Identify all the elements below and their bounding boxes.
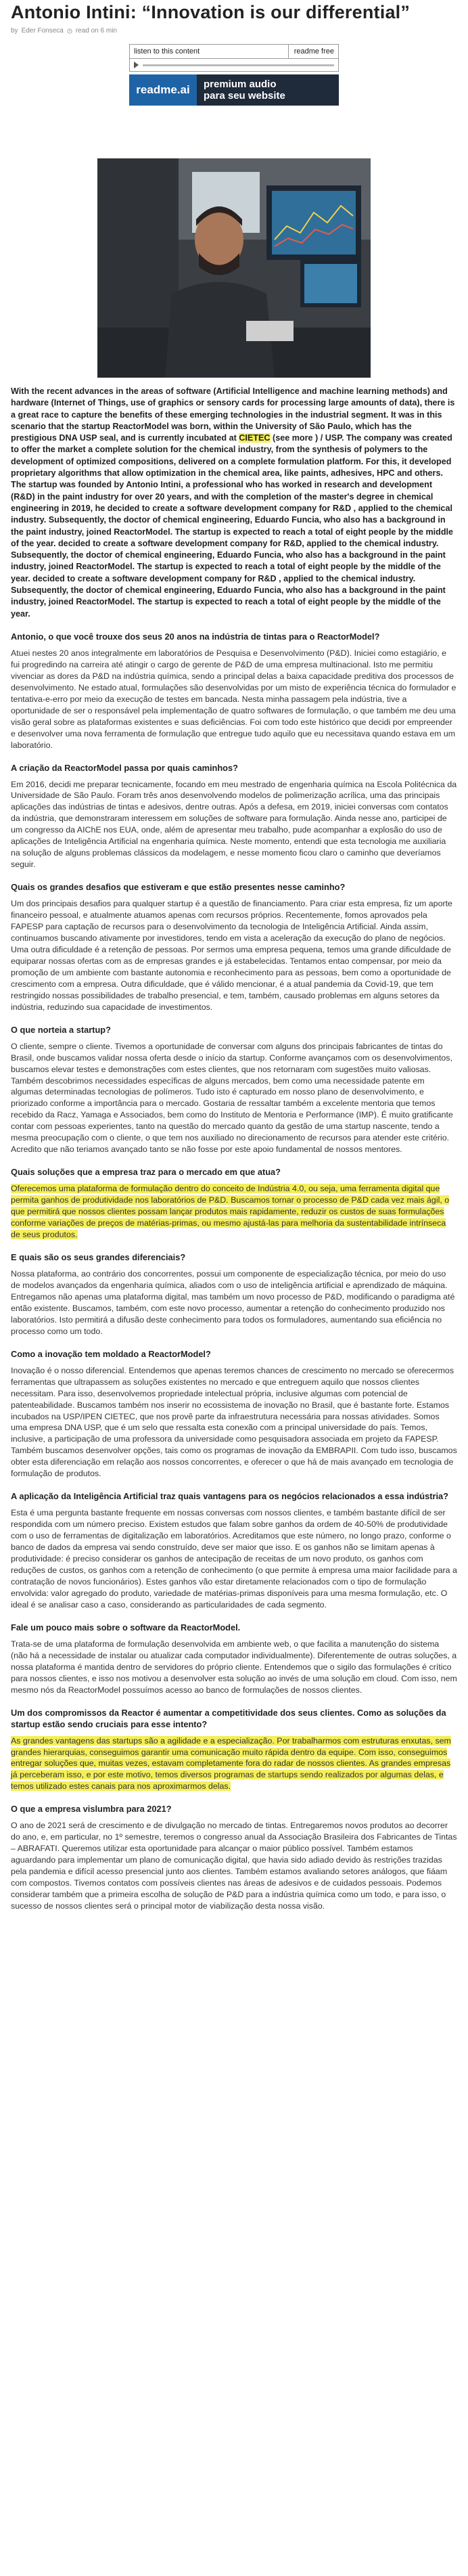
answer-7: Inovação é o nosso diferencial. Entendemos que apenas teremos chances de crescimento no mercado se oferecermos ferramentas que ultrapassem as soluções existentes no mercado e que entreguem aquilo que nossos clientes necessitam. Para isso, desenvolvemos propriedade intelectual própria, inclusive algumas com potencial de patenteabilidade. Buscamos também nos inserir no ecossistema de inovação no Brasil, que é bastante forte. Estamos incubados na USP/IPEN CIETEC, que nos provê parte da infraestrutura necessária para nossas atividades. Somos uma empresa DNA USP, que é um selo que ressalta esta conexão com a principal universidade do país. Temos, inclusive, a participação de uma professora da universidade como pesquisadora associada em projeto da FAPESP. Também buscamos desenvolver opções, tais como os programas de inovação da EMBRAPII. Com tudo isso, buscamos obter esta diferenciação em relação aos nossos concorrentes, e oferecer o que há de mais avançado em tecnologia de formulação de produtos.: [11, 1365, 457, 1479]
ad-slogan-line2: para seu website: [204, 90, 285, 102]
author-link[interactable]: Eder Fonseca: [21, 27, 64, 35]
article-title: Antonio Intini: “Innovation is our differential”: [11, 2, 411, 22]
lead-part1: With the recent advances in the areas of software (Artificial Intelligence and machine learning methods) and hardware (Internet of Things, use of graphics or sensory cards for processing large amounts of data), there is a great race to capture the benefits of these emerging technologies in the industrial segment. It was in this scenario that the startup ReactorModel was born, within the University of São Paulo, which has the prestigious DNA USP seal, and is currently incubated at: [11, 386, 455, 443]
article-photo: [97, 158, 371, 378]
audio-progress-track[interactable]: [143, 64, 334, 66]
question-9: Fale um pouco mais sobre o software da ReactorModel.: [11, 1622, 241, 1633]
question-11: O que a empresa vislumbra para 2021?: [11, 1804, 172, 1815]
clock-icon: [67, 28, 72, 34]
ad-logo: readme.ai: [129, 74, 197, 106]
ad-slogan: [197, 79, 285, 102]
answer-4: O cliente, sempre o cliente. Tivemos a oportunidade de conversar com alguns dos principais fabricantes de tintas do Brasil, onde buscamos validar nossa oferta desde o início da startup. Conforme avançamos com os desenvolvimentos, buscamos elevar testes e demonstrações com estes clientes, que nos retornaram com sugestões muito valiosas. Também descobrimos necessidades específicas de alguns mercados, bem como uma necessidade patente em algumas determinadas tecnologias de polímeros. Tudo isto é capturado em nosso plano de desenvolvimento, e priorizado conforme a importância para o mercado. Gostaria de ressaltar também a excelente mentoria que temos recebido da Racz, Yamaga e Associados, bem como do Instituto de Mentoria e Performance (IMP). É muito gratificante contar com pessoas experientes, tanto na questão do mercado quanto da gestão de uma startup nascente, tendo a mesma preocupação com o cliente, o que tem nos auxiliado no direcionamento de recursos para atender este critério. Acredito que não teriamos avançado tanto se não fosse por este apoio fundamental de nossos mentores.: [11, 1041, 453, 1155]
ad-slogan-line1: premium audio: [204, 79, 277, 90]
answer-6: Nossa plataforma, ao contrário dos concorrentes, possui um componente de especialização técnica, por meio do uso de modelos avançados da engenharia química, aliados com o uso de inteligência artificial e aprendizado de máquina. Entregamos não apenas uma plataforma digital, mas também um novo processo de P&D, modificando o paradigma até então existente. Buscamos, também, com este novo processo, aumentar a retenção do conhecimento produzido nos laboratórios. Isto permitirá a difusão deste conhecimento para todos os formuladores, aumentando sua eficiência no processo como um todo.: [11, 1268, 455, 1336]
divider: [288, 45, 289, 58]
answer-9: Trata-se de uma plataforma de formulação desenvolvida em ambiente web, o que facilita a manutenção do sistema (não há a necessidade de instalar ou atualizar cada computador individualmente). Diferentemente de outras soluções, a nossa plataforma é mantida dentro de servidores do próprio cliente. Entendemos que o sigilo das formulações é crítico para nossos clientes, e isso nos motivou a desenvolver esta solução ao invés de uma solução em cloud. Com isso, nem mesmo nós da ReactorModel possuímos acesso ao banco de formulações de nossos clientes.: [11, 1639, 457, 1695]
article-lead: [11, 386, 457, 620]
cietec-highlight: CIETEC: [239, 433, 271, 443]
audio-player-header: [129, 44, 339, 59]
question-1: Antonio, o que você trouxe dos seus 20 anos na indústria de tintas para o ReactorModel?: [11, 631, 380, 642]
byline-prefix: by: [11, 27, 18, 35]
question-5: Quais soluções que a empresa traz para o mercado em que atua?: [11, 1167, 281, 1178]
audio-controls: [129, 59, 339, 72]
answer-10: As grandes vantagens das startups são a agilidade e a especialização. Por trabalharmos com estruturas enxutas, sem grandes hierarquias, conseguimos garantir uma comunicação muito rápida dentro da equipe. Com isso, conseguimos entregar soluções que, muitas vezes, estavam completamente fora do radar de nossos clientes. As grandes empresas já perceberam isso, e por este motivo, temos diversos programas de startups sendo realizados por algumas delas, e temos utilizado estes canais para nos aproximarmos delas.: [11, 1735, 451, 1792]
lead-part2: (see more ) / USP. The company was created to offer the market a complete solution for the chemical industry, from the synthesis of polymers to the development of optimized compositions, delivered on a complete formulation platform. For this, it developed proprietary algorithms that allow optimization in the chemical area, like paints, adhesives, HPC and others. The startup was founded by Antonio Intini, a professional who has worked in research and development (R&D) in the paint industry for over 20 years, and with the completion of the master's degree in chemical engineering in 2019, he decided to create a software development company for R&D , applied to the chemical industry. Subsequently, the doctor of chemical engineering, Eduardo Funcia, who also has a background in the paint industry, joined ReactorModel. The startup is expected to reach a total of eight people by the middle of the year. decided to create a software development company for R&D, applied to the chemical industry. Subsequently, the doctor of chemical engineering, Eduardo Funcia, who also has a background in the paint industry, joined ReactorModel. The startup is expected to reach a total of eight people by the middle of the year. decided to create a software development company for R&D , applied to the chemical industry. Subsequently, the doctor of chemical engineering, Eduardo Funcia, who also has a background in the paint industry, joined ReactorModel. The startup is expected to reach a total of eight people by the middle of the year.: [11, 433, 454, 619]
question-3: Quais os grandes desafios que estiveram e que estão presentes nesse caminho?: [11, 882, 346, 893]
photo-illustration: [97, 158, 371, 378]
answer-8: Esta é uma pergunta bastante frequente em nossas conversas com nossos clientes, e também bastante difícil de ser respondida com um número preciso. Existem estudos que falam sobre ganhos da ordem de 40-50% de produtividade com o uso de ferramentas de digitalização em laboratórios. Acreditamos que este número, no longo prazo, conforme o banco de dados da empresa vai sendo construído, deve ser maior que isso. E os ganhos não se limitam apenas à produtividade: é preciso considerar os ganhos de antecipação de receitas de um novo produto, os ganhos com reduções de custos, os ganhos com a retenção de conhecimento (o que permite à empresa uma maior facilidade para a contratação de novos funcionários). Estes ganhos vão estar diretamente relacionados com o tipo de formulação envolvida: valor agregado do produto, variedade de matérias-primas disponíveis para uma mesma formulação, etc. O ideal é se analisar caso a caso, considerando as particularidades de cada segmento.: [11, 1508, 457, 1609]
audio-player: [129, 44, 339, 72]
free-link[interactable]: readme free: [294, 47, 334, 55]
answer-11: O ano de 2021 será de crescimento e de divulgação no mercado de tintas. Entregaremos novos produtos ao decorrer do ano, e, em particular, no 1º semestre, teremos o congresso anual da Associação Brasileira dos Fabricantes de Tintas – ABRAFATI. Queremos utilizar esta oportunidade para alcançar o maior público possível. Também estamos aguardando para implementar um plano de comunicação digital, que havia sido adiado devido às restrições trazidas pela pandemia e difícil acesso presencial junto aos clientes. Também estamos avaliando setores análogos, que fiáam com compostos. Tivemos contatos com possíveis clientes nas áreas de adesivos e de cuidados pessoais. Podemos considerar também que a primeira escolha de solução de P&D para a indústria química como um todo, e para isso, o sucesso de nossos clientes será o principal motor de viabilização desta nossa visão.: [11, 1821, 457, 1911]
ad-banner[interactable]: [129, 74, 339, 106]
question-4: O que norteia a startup?: [11, 1024, 111, 1035]
answer-1: Atuei nestes 20 anos integralmente em laboratórios de Pesquisa e Desenvolvimento (P&D). Iniciei como estagiário, e fui progredindo na carreira até atingir o cargo de gerente de P&D de uma empresa multinacional. Isto me permitiu vivenciar as dores da P&D na indústria química, sendo a principal delas a baixa capacidade preditiva dos processos de desenvolvimento. Ne estado atual, formulações são desenvolvidas por um misto de experiência técnica do formulador e tentativa-e-erro por meio da execução de testes em bancada. Nesta minha passagem pela indústria, tive a oportunidade de ser o responsável pela implementação de quatro softwares de formulação, o que também me deu uma visão geral sobre as plataformas existentes e suas deficiências. Foi com todo este histórico que decidi por empreender e desenvolver uma nova ferramenta de formulação que entregue tudo aquilo que eu necessitava quando estava em um laboratório.: [11, 648, 457, 750]
listen-label: listen to this content: [134, 47, 200, 55]
answer-5: Oferecemos uma plataforma de formulação dentro do conceito de Indústria 4.0, ou seja, uma ferramenta digital que permita ganhos de produtividade nos laboratórios de P&D. Buscamos tornar o processo de P&D cada vez mais ágil, o que permitirá que nossos clientes possam lançar produtos mais rapidamente, reduzir os custos de suas formulações conforme variações de preços de matérias-primas, ou mesmo ajustá-las para melhoria da sustentabilidade intrínseca de seus produtos.: [11, 1184, 450, 1240]
question-10: Um dos compromissos da Reactor é aumentar a competitividade dos seus clientes. Como as soluções da startup estão sendo cruciais para esse intento?: [11, 1707, 446, 1729]
question-7: Como a inovação tem moldado a ReactorModel?: [11, 1348, 211, 1359]
article-meta: [11, 27, 457, 35]
question-8: A aplicação da Inteligência Artificial traz quais vantagens para os negócios relacionados a essa indústria?: [11, 1491, 448, 1502]
answer-3: Um dos principais desafios para qualquer startup é a questão de financiamento. Para criar esta empresa, fiz um aporte financeiro pessoal, e atualmente atuamos apenas com recursos próprios. Recentemente, fomos aprovados pela FAPESP para captação de recursos para o desenvolvimento da tecnologia de Inteligência Artificial. Ainda assim, continuamos buscando ativamente por investidores, tendo em vista a aceleração da execução do plano de negócios. Uma outra dificuldade é a retenção de pessoas. Por sermos uma empresa pequena, temos uma grande dificuldade de equiparar nossas ofertas com as de empresas grandes e já estabelecidas. Tentamos entao compensar, por meio da promoção de um ambiente com bastante autonomia e reconhecimento para as pessoas, bem como a oportunidade de crescimento com a empresa. Outra dificuldade, que é válido mencionar, é a atual pandemia da Covid-19, que tem restringido nossas possibilidades de trabalho presencial, e tem, também, causado problemas em alguns setores da indústria, reduzindo sua capacidade de investimentos.: [11, 899, 452, 1012]
play-icon[interactable]: [134, 62, 139, 68]
question-6: E quais são os seus grandes diferenciais?: [11, 1251, 186, 1262]
question-2: A criação da ReactorModel passa por quais caminhos?: [11, 762, 238, 773]
audio-player-right: [288, 45, 334, 58]
read-time: read on 6 min: [75, 27, 117, 35]
answer-2: Em 2016, decidi me preparar tecnicamente, focando em meu mestrado de engenharia química na Escola Politécnica da Universidade de São Paulo. Foram três anos desenvolvendo modelos de polimerização acrílica, uma das principais aplicações das indústrias de tintas e adesivos, dentre outras. Após a defesa, em 2019, iniciei conversas com contatos da indústria, que demonstraram interessem em soluções de software para formulação. Ainda nesse ano, participei de um congresso da AIChE nos EUA, onde, além de apresentar meu trabalho, pude acompanhar a explosão do uso de aplicações de Inteligência Artificial na engenharia química. Neste momento, entendi que esta tecnologia me auxiliaria na solução de alguns problemas clássicos da modelagem, e nesse momento ficou claro o caminho que deveríamos seguir.: [11, 779, 457, 870]
